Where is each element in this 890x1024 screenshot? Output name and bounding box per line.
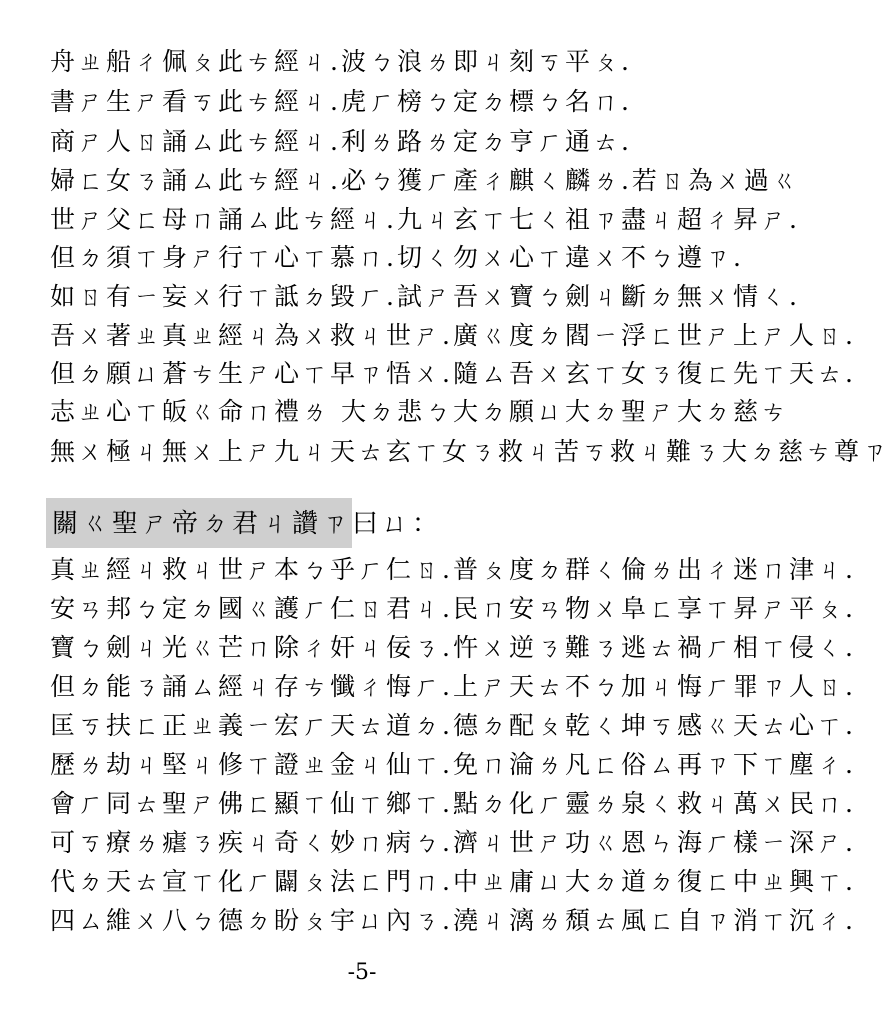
- verse-line: 志ㄓ心ㄒ皈ㄍ命ㄇ禮ㄌ 大ㄉ悲ㄅ大ㄉ願ㄩ大ㄉ聖ㄕ大ㄉ慈ㄘ: [50, 397, 789, 426]
- verse-line: 商ㄕ人ㄖ誦ㄙ此ㄘ經ㄐ.利ㄌ路ㄌ定ㄉ亨ㄏ通ㄊ.: [50, 127, 632, 156]
- verse-line: 歷ㄌ劫ㄐ堅ㄐ修ㄒ證ㄓ金ㄐ仙ㄒ.免ㄇ淪ㄌ凡ㄈ俗ㄙ再ㄗ下ㄒ塵ㄔ.: [50, 750, 856, 779]
- verse-line: 吾ㄨ著ㄓ真ㄓ經ㄐ為ㄨ救ㄐ世ㄕ.廣ㄍ度ㄉ閻ㄧ浮ㄈ世ㄕ上ㄕ人ㄖ.: [50, 321, 856, 350]
- verse-line: 真ㄓ經ㄐ救ㄐ世ㄕ本ㄅ乎ㄏ仁ㄖ.普ㄆ度ㄉ群ㄑ倫ㄌ出ㄔ迷ㄇ津ㄐ.: [50, 555, 856, 584]
- verse-line: 無ㄨ極ㄐ無ㄨ上ㄕ九ㄐ天ㄊ玄ㄒ女ㄋ救ㄐ苦ㄎ救ㄐ難ㄋ大ㄉ慈ㄘ尊ㄗ: [50, 437, 890, 466]
- verse-line: 如ㄖ有ㄧ妄ㄨ行ㄒ詆ㄉ毀ㄏ.試ㄕ吾ㄨ寶ㄅ劍ㄐ斷ㄉ無ㄨ情ㄑ.: [50, 282, 800, 311]
- verse-line: 但ㄉ能ㄋ誦ㄙ經ㄐ存ㄘ懺ㄔ悔ㄏ.上ㄕ天ㄊ不ㄅ加ㄐ悔ㄏ罪ㄗ人ㄖ.: [50, 672, 856, 701]
- verse-line: 世ㄕ父ㄈ母ㄇ誦ㄙ此ㄘ經ㄐ.九ㄐ玄ㄒ七ㄑ祖ㄗ盡ㄐ超ㄔ昇ㄕ.: [50, 205, 800, 234]
- verse-line: 可ㄎ療ㄌ瘧ㄋ疾ㄐ奇ㄑ妙ㄇ病ㄅ.濟ㄐ世ㄕ功ㄍ恩ㄣ海ㄏ樣ㄧ深ㄕ.: [50, 828, 856, 857]
- verse-line: 代ㄉ天ㄊ宣ㄒ化ㄏ闢ㄆ法ㄈ門ㄇ.中ㄓ庸ㄩ大ㄉ道ㄉ復ㄈ中ㄓ興ㄒ.: [50, 867, 856, 896]
- verse-line: 書ㄕ生ㄕ看ㄎ此ㄘ經ㄐ.虎ㄏ榜ㄅ定ㄉ標ㄅ名ㄇ.: [50, 87, 632, 116]
- verse-line: 四ㄙ維ㄨ八ㄅ德ㄉ盼ㄆ宇ㄩ內ㄋ.澆ㄐ漓ㄌ頹ㄊ風ㄈ自ㄗ消ㄒ沉ㄔ.: [50, 906, 856, 935]
- page-number: -5-: [347, 960, 377, 985]
- section-heading: 關ㄍ聖ㄕ帝ㄉ君ㄐ讚ㄗ曰ㄩ：: [52, 509, 443, 539]
- verse-line: 寶ㄅ劍ㄐ光ㄍ芒ㄇ除ㄔ奸ㄐ佞ㄋ.忤ㄨ逆ㄋ難ㄋ逃ㄊ禍ㄏ相ㄒ侵ㄑ.: [50, 633, 856, 662]
- verse-line: 但ㄉ願ㄩ蒼ㄘ生ㄕ心ㄒ早ㄗ悟ㄨ.隨ㄙ吾ㄨ玄ㄒ女ㄋ復ㄈ先ㄒ天ㄊ.: [50, 359, 856, 388]
- verse-line: 婦ㄈ女ㄋ誦ㄙ此ㄘ經ㄐ.必ㄅ獲ㄏ產ㄔ麒ㄑ麟ㄌ.若ㄖ為ㄨ過ㄍ: [50, 166, 800, 195]
- verse-line: 安ㄢ邦ㄅ定ㄉ國ㄍ護ㄏ仁ㄖ君ㄐ.民ㄇ安ㄢ物ㄨ阜ㄈ享ㄒ昇ㄕ平ㄆ.: [50, 594, 856, 623]
- verse-line: 會ㄏ同ㄊ聖ㄕ佛ㄈ顯ㄒ仙ㄒ鄉ㄒ.點ㄉ化ㄏ靈ㄌ泉ㄑ救ㄐ萬ㄨ民ㄇ.: [50, 789, 856, 818]
- verse-line: 匡ㄎ扶ㄈ正ㄓ義ㄧ宏ㄏ天ㄊ道ㄉ.德ㄉ配ㄆ乾ㄑ坤ㄎ感ㄍ天ㄊ心ㄒ.: [50, 711, 856, 740]
- verse-line: 舟ㄓ船ㄔ佩ㄆ此ㄘ經ㄐ.波ㄅ浪ㄌ即ㄐ刻ㄎ平ㄆ.: [50, 47, 632, 76]
- verse-line: 但ㄉ須ㄒ身ㄕ行ㄒ心ㄒ慕ㄇ.切ㄑ勿ㄨ心ㄒ違ㄨ不ㄅ遵ㄗ.: [50, 243, 744, 272]
